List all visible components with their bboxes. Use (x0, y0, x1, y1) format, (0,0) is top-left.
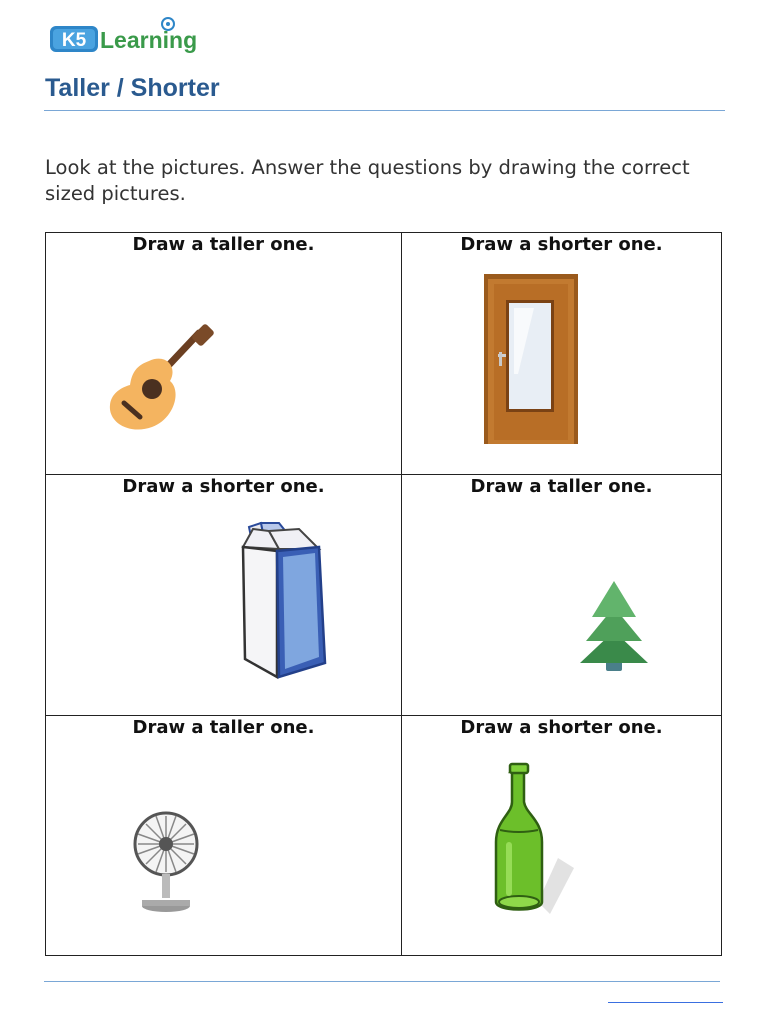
instructions: Look at the pictures. Answer the questions by drawing the correct sized pictures. (45, 156, 690, 205)
door-icon (484, 274, 580, 444)
worksheet-grid (45, 232, 722, 956)
milk-carton-drawing (239, 521, 329, 681)
cell-milk-carton[interactable] (46, 475, 402, 716)
cell-label: Draw a shorter one. (460, 234, 663, 255)
cell-pine-tree[interactable] (402, 475, 721, 716)
cell-bottle[interactable] (402, 716, 721, 955)
cell-label: Draw a shorter one. (122, 476, 325, 497)
pine-tree-icon (578, 579, 650, 675)
title-divider (44, 110, 725, 111)
cell-fan[interactable] (46, 716, 402, 955)
cell-label: Draw a shorter one. (460, 717, 663, 738)
footer-link[interactable] (608, 1002, 723, 1003)
footer-divider (44, 981, 720, 982)
bottle-icon (492, 762, 578, 922)
k5-learning-logo (48, 14, 218, 58)
cell-label: Draw a taller one. (470, 476, 653, 497)
fan-icon (132, 808, 202, 918)
cell-label: Draw a taller one. (132, 234, 315, 255)
cell-door[interactable] (402, 233, 721, 475)
page-title: Taller / Shorter (45, 74, 220, 102)
guitar-icon (104, 323, 214, 435)
svg-text:K5: K5 (61, 30, 87, 51)
cell-label: Draw a taller one. (132, 717, 315, 738)
cell-guitar[interactable] (46, 233, 402, 475)
svg-text:Learning: Learning (100, 27, 198, 53)
